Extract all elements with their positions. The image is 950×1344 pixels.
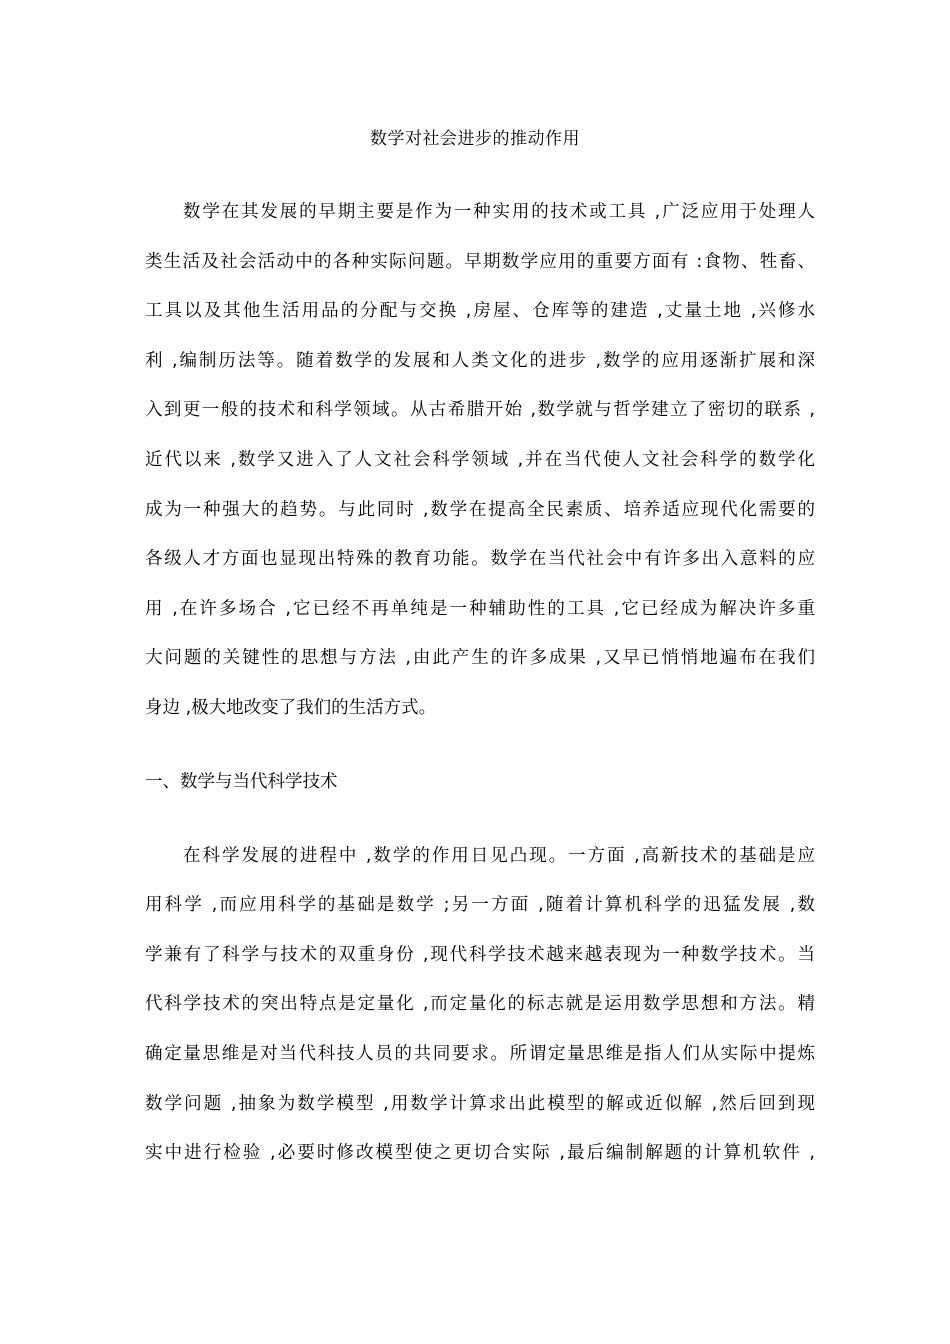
paragraph-1-line: 类生活及社会活动中的各种实际问题。早期数学应用的重要方面有 :食物、牲畜、 [145,252,815,272]
paragraph-1-line: 数学在其发展的早期主要是作为一种实用的技术或工具 ,广泛应用于处理人 [183,202,815,222]
document-title: 数学对社会进步的推动作用 [370,129,580,149]
paragraph-2-line: 确定量思维是对当代科技人员的共同要求。所谓定量思维是指人们从实际中提炼 [145,1044,815,1064]
paragraph-1-line: 工具以及其他生活用品的分配与交换 ,房屋、仓库等的建造 ,丈量土地 ,兴修水 [145,301,815,321]
paragraph-1-line: 利 ,编制历法等。随着数学的发展和人类文化的进步 ,数学的应用逐渐扩展和深 [145,351,815,371]
paragraph-2-line: 实中进行检验 ,必要时修改模型使之更切合实际 ,最后编制解题的计算机软件 , [145,1143,815,1163]
paragraph-1-line: 身边 ,极大地改变了我们的生活方式。 [145,698,437,718]
paragraph-2-line: 数学问题 ,抽象为数学模型 ,用数学计算求出此模型的解或近似解 ,然后回到现 [145,1094,815,1114]
paragraph-1-line: 各级人才方面也显现出特殊的教育功能。数学在当代社会中有许多出入意料的应 [145,549,815,569]
paragraph-1-line: 成为一种强大的趋势。与此同时 ,数学在提高全民素质、培养适应现代化需要的 [145,500,815,520]
paragraph-1-line: 入到更一般的技术和科学领域。从古希腊开始 ,数学就与哲学建立了密切的联系 , [145,400,815,420]
paragraph-1-line: 近代以来 ,数学又进入了人文社会科学领域 ,并在当代使人文社会科学的数学化 [145,450,815,470]
paragraph-1-line: 用 ,在许多场合 ,它已经不再单纯是一种辅助性的工具 ,它已经成为解决许多重 [145,599,815,619]
paragraph-2-line: 代科学技术的突出特点是定量化 ,而定量化的标志就是运用数学思想和方法。精 [145,994,815,1014]
section-heading: 一、数学与当代科学技术 [145,772,338,792]
paragraph-2-line: 用科学 ,而应用科学的基础是数学 ;另一方面 ,随着计算机科学的迅猛发展 ,数 [145,895,815,915]
paragraph-1-line: 大问题的关键性的思想与方法 ,由此产生的许多成果 ,又早已悄悄地遍布在我们 [145,648,815,668]
paragraph-2-line: 在科学发展的进程中 ,数学的作用日见凸现。一方面 ,高新技术的基础是应 [183,846,815,866]
paragraph-2-line: 学兼有了科学与技术的双重身份 ,现代科学技术越来越表现为一种数学技术。当 [145,945,815,965]
